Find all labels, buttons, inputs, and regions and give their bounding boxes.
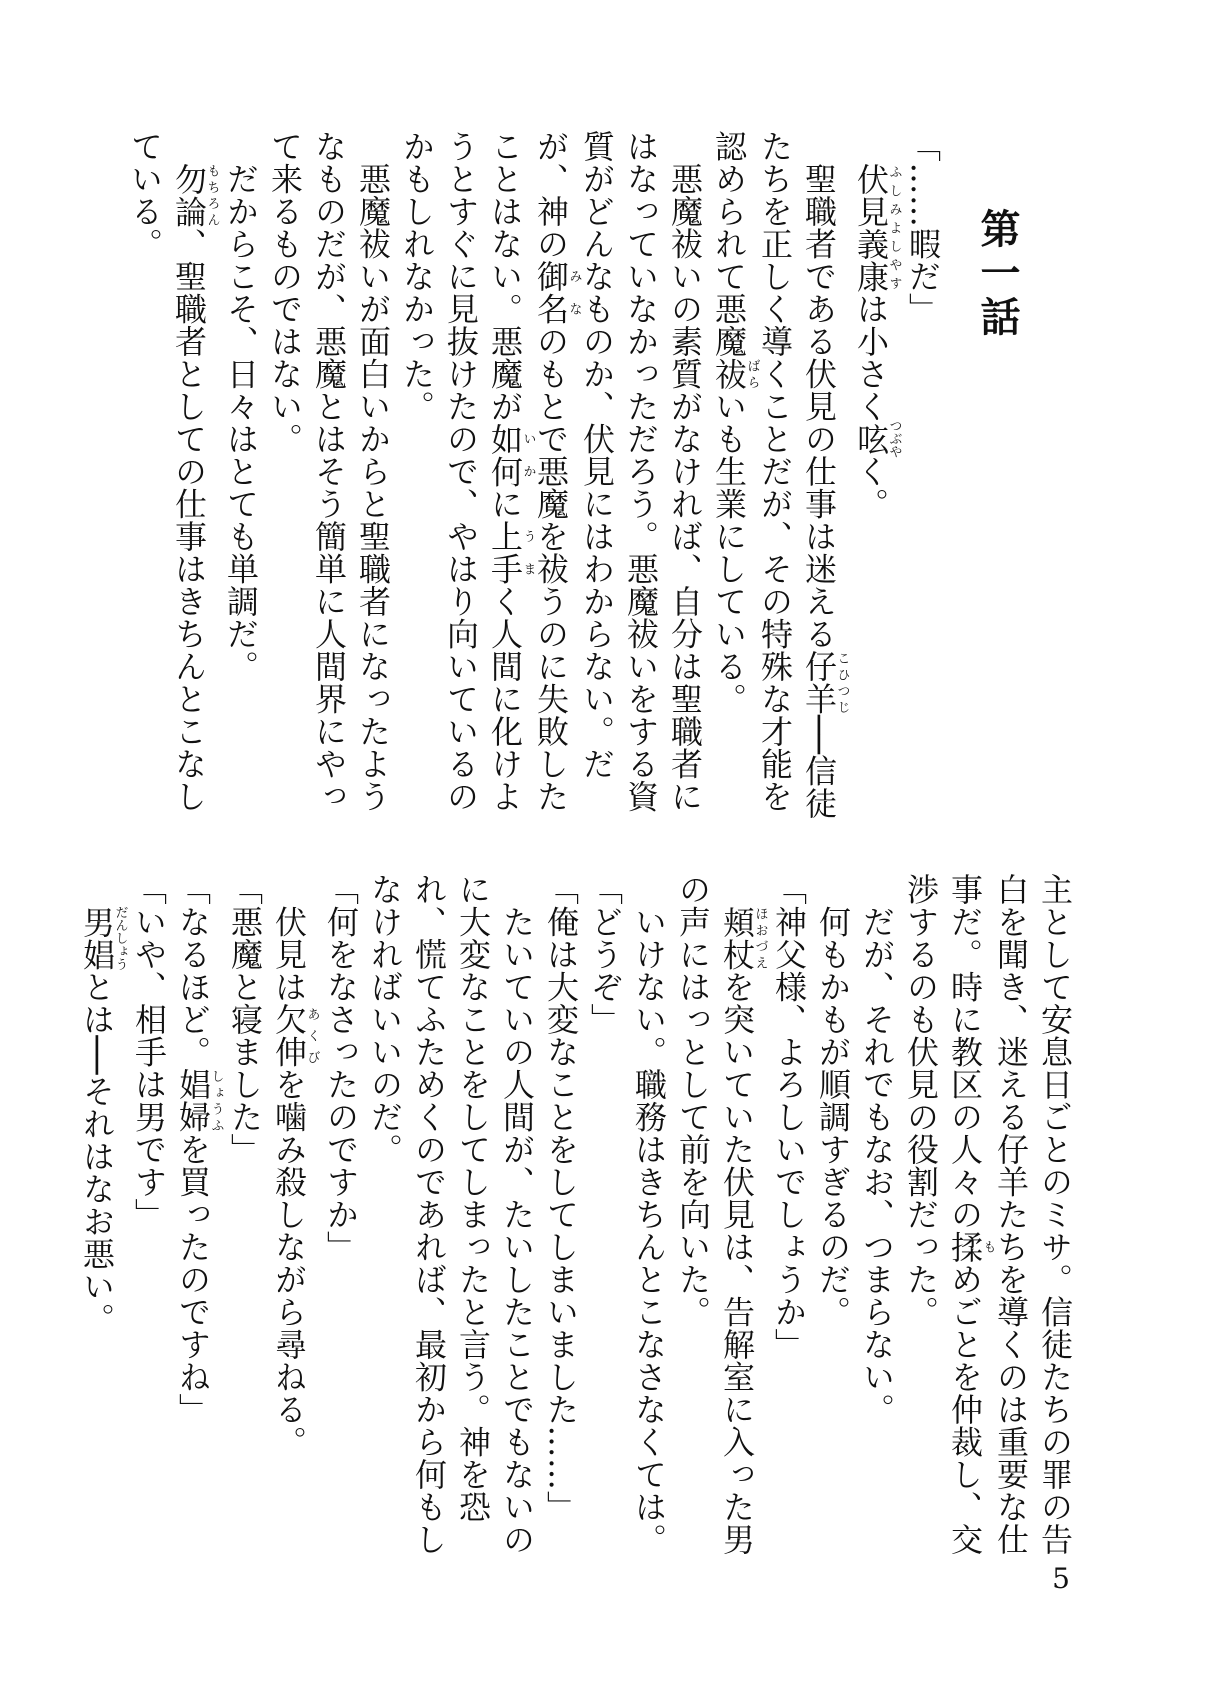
ruby-word: 欠伸あくび: [270, 1003, 320, 1068]
paragraph: 「いや、相手は男です」: [130, 873, 168, 1231]
paragraph: 伏見は欠伸あくびを噛み殺しながら尋ねる。: [270, 905, 320, 1458]
paragraph: 男娼だんしょうとは──それはなお悪い。: [78, 905, 128, 1336]
paragraph: 主として安息日ごとのミサ。信徒たちの罪の告白を聞き、迷える仔羊たちを導くのは重要な仕事だ。時に教区の人々の揉もめごとを仲裁し、交渉するのも伏見の役割だった。: [902, 873, 1074, 1556]
ruby-word: 伏見義康ふしみよしやす: [852, 162, 902, 293]
paragraph: たいていの人間が、たいしたことでもないのに大変なことをしてしまったと言う。神を恐れ、慌てふためくのであれば、最初から何もしなければいいのだ。: [366, 873, 536, 1556]
ruby-word: 如何いか: [486, 422, 536, 488]
paragraph: だからこそ、日々はとても単調だ。: [222, 162, 260, 683]
ruby-word: 仔羊こひつじ: [800, 650, 850, 715]
ruby-word: 娼婦しょうふ: [174, 1068, 224, 1133]
paragraph: 伏見義康ふしみよしやすは小さく呟つぶやく。: [852, 162, 902, 520]
paragraph: だが、それでもなお、つまらない。: [858, 905, 896, 1426]
ruby-word: 御名みな: [532, 260, 582, 325]
paragraph: いけない。職務はきちんとこなさなくては。: [630, 905, 668, 1556]
paragraph: 「何をなさったのですか」: [322, 873, 360, 1263]
ruby-word: 男娼だんしょう: [78, 905, 128, 971]
page-number: 5: [1052, 1562, 1070, 1595]
paragraph: 頬杖ほおづえを突いていた伏見は、告解室に入った男の声にはっとして前を向いた。: [674, 873, 768, 1556]
paragraph: 「どうぞ」: [586, 873, 624, 1036]
ruby-word: 頬杖ほおづえ: [718, 905, 768, 971]
paragraph: 「神父様、よろしいでしょうか」: [770, 873, 808, 1361]
paragraph: 「……暇だ」: [904, 130, 942, 325]
paragraph: 「悪魔と寝ました」: [226, 873, 264, 1166]
paragraph: 「なるほど。娼婦しょうふを買ったのですね」: [174, 873, 224, 1426]
ruby-word: 祓ばら: [710, 357, 760, 390]
paragraph: 悪魔祓いの素質がなければ、自分は聖職者にはなっていなかっただろう。悪魔祓いをする資質がどんなものか、伏見にはわからない。だが、神の御名みなのもとで悪魔を祓うのに失敗したことはない。悪魔が如何いかに上手うまく人間に化けようとすぐに見抜けたので、やはり向いているのかもしれなかった。: [398, 130, 704, 813]
ruby-word: 上手うま: [486, 520, 536, 585]
upper-text-block: [126, 130, 945, 830]
ruby-word: 呟つぶや: [852, 419, 902, 459]
ruby-word: 勿論もちろん: [170, 162, 220, 228]
chapter-title: 第一話: [974, 208, 1021, 340]
lower-text-block: [78, 873, 1077, 1563]
paragraph: 勿論もちろん、聖職者としての仕事はきちんとこなしている。: [126, 130, 220, 813]
paragraph: 「俺は大変なことをしてしまいました……」: [542, 873, 580, 1523]
paragraph: 聖職者である伏見の仕事は迷える仔羊こひつじ──信徒たちを正しく導くことだが、その特殊な才能を認められて悪魔祓ばらいも生業にしている。: [710, 130, 850, 820]
ruby-word: 揉も: [946, 1230, 996, 1263]
paragraph: 何もかもが順調すぎるのだ。: [814, 905, 852, 1328]
paragraph: 悪魔祓いが面白いからと聖職者になったようなものだが、悪魔とはそう簡単に人間界にやって来るものではない。: [266, 130, 392, 813]
